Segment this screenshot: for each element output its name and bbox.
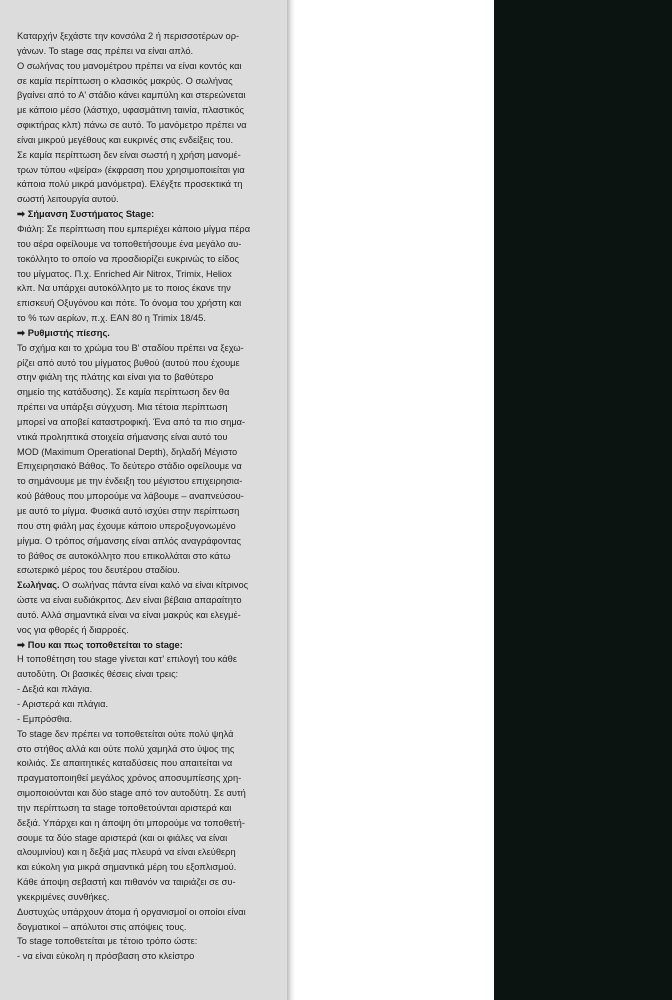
text-line — [17, 563, 285, 578]
line-text: τρων τύπου «ψείρα» (έκφραση που χρησιμοποιείται για — [17, 164, 245, 175]
article-text — [17, 29, 285, 964]
text-line — [17, 103, 285, 118]
line-text: Το stage τοποθετείται με τέτοιο τρόπο ώστε: — [17, 936, 198, 947]
text-line — [17, 756, 285, 771]
line-text: σιμοποιούνται και δύο stage από τον αυτοδύτη. Σε αυτή — [17, 788, 246, 799]
line-text: Δυστυχώς υπάρχουν άτομα ή οργανισμοί οι οποίοι είναι — [17, 906, 246, 917]
text-line — [17, 415, 285, 430]
line-text: - να είναι εύκολη η πρόσβαση στο κλείστρο — [17, 951, 195, 962]
line-text: κοιλιάς. Σε απαιτητικές καταδύσεις που απαιτείται να — [17, 758, 233, 769]
text-line — [17, 831, 285, 846]
text-line — [17, 296, 285, 311]
text-line — [17, 816, 285, 831]
line-text: δογματικοί – απόλυτοι στις απόψεις τους. — [17, 921, 187, 932]
line-text: γάνων. Το stage σας πρέπει να είναι απλό. — [17, 45, 194, 56]
text-line — [17, 667, 285, 682]
text-line — [17, 519, 285, 534]
line-text: μπορεί να αποβεί καταστροφική. Ένα από τα πιο σημα- — [17, 416, 246, 427]
line-text: Το σχήμα και το χρώμα του Β' σταδίου πρέπει να ξεχω- — [17, 342, 244, 353]
text-line — [17, 385, 285, 400]
line-text: Ρυθμιστής πίεσης. — [27, 327, 110, 338]
text-line — [17, 163, 285, 178]
text-line — [17, 311, 285, 326]
line-text: το % των αερίων, π.χ. EAN 80 η Trimix 18/45. — [17, 313, 206, 324]
line-text: αυτό. Αλλά σημαντικά είναι να είναι μακρύς και ελεγμέ- — [17, 609, 241, 620]
text-line — [17, 430, 285, 445]
text-line — [17, 771, 285, 786]
section-heading — [17, 207, 285, 222]
line-text: σημείο της κατάδυσης). Σε καμία περίπτωση δεν θα — [17, 387, 230, 398]
line-text: Ο σωλήνας του μανομέτρου πρέπει να είναι κοντός και — [17, 60, 242, 71]
text-line — [17, 133, 285, 148]
text-line — [17, 192, 285, 207]
line-text: στην φιάλη της πλάτης και είναι για το βαθύτερο — [17, 372, 214, 383]
arrow-icon: ➡ — [17, 209, 25, 220]
line-text: - Δεξιά και πλάγια. — [17, 684, 93, 695]
arrow-icon: ➡ — [17, 327, 25, 338]
text-line — [17, 697, 285, 712]
line-text: ώστε να είναι ευδιάκριτος. Δεν είναι βέβαια απαραίτητο — [17, 595, 242, 606]
line-text: αυτοδύτη. Οι βασικές θέσεις είναι τρεις: — [17, 669, 179, 680]
line-text: ρίζει από αυτό του μίγματος βυθού (αυτού που έχουμε — [17, 357, 240, 368]
text-line — [17, 222, 285, 237]
text-line — [17, 400, 285, 415]
line-text: σωστή λειτουργία αυτού. — [17, 194, 119, 205]
line-text: Φιάλη: Σε περίπτωση που εμπεριέχει κάποιο μίγμα πέρα — [17, 223, 251, 234]
text-line — [17, 252, 285, 267]
line-text: το σημάνουμε με την ένδειξη του μέγιστου επιχειρησια- — [17, 476, 243, 487]
text-line — [17, 370, 285, 385]
line-text: και εύκολη για μικρά σημαντικά μέρη του εξοπλισμού. — [17, 862, 237, 873]
line-text: στο στήθος αλλά και ούτε πολύ χαμηλά στο ύψος της — [17, 743, 235, 754]
text-line — [17, 875, 285, 890]
text-line — [17, 237, 285, 252]
line-text: Η τοποθέτηση του stage γίνεται κατ' επιλογή του κάθε — [17, 654, 238, 665]
dark-panel — [494, 0, 672, 1000]
text-line — [17, 608, 285, 623]
section-heading — [17, 326, 285, 341]
article-page — [0, 0, 287, 1000]
section-heading — [17, 638, 285, 653]
text-line — [17, 578, 285, 593]
line-text: ντικά προληπτικά στοιχεία σήμανσης είναι αυτό του — [17, 431, 228, 442]
text-line — [17, 727, 285, 742]
line-text: με αυτό το μίγμα. Φυσικά αυτό ισχύει στην περίπτωση — [17, 506, 240, 516]
line-text: που στη φιάλη μας έχουμε κάποιο υπεροξυγονωμένο — [17, 520, 236, 531]
line-text: πραγματοποιηθεί μεγάλος χρόνος αποσυμπίεσης χρη- — [17, 773, 242, 784]
text-line — [17, 934, 285, 949]
line-text: είναι μικρού μεγέθους και ευκρινές στις ενδείξεις του. — [17, 134, 234, 145]
line-text: μίγμα. Ο τρόπος σήμανσης είναι απλός αναγράφοντας — [17, 535, 241, 546]
line-text: MOD (Maximum Operational Depth), δηλαδή Μέγιστο — [17, 446, 238, 457]
line-text: την περίπτωση τα stage τοποθετούνται αριστερά και — [17, 802, 232, 813]
text-line — [17, 118, 285, 133]
text-line — [17, 44, 285, 59]
text-line — [17, 74, 285, 89]
text-line — [17, 712, 285, 727]
line-text: - Εμπρόσθια. — [17, 713, 73, 724]
text-line — [17, 29, 285, 44]
text-line — [17, 88, 285, 103]
text-line — [17, 593, 285, 608]
inline-lead: Σωλήνας. — [17, 580, 60, 591]
text-line — [17, 890, 285, 905]
blank-area — [295, 0, 494, 1000]
text-line — [17, 534, 285, 549]
text-line — [17, 905, 285, 920]
line-text: το βάθος σε αυτοκόλλητο που επικολλάται στο κάτω — [17, 550, 231, 561]
text-line — [17, 949, 285, 964]
line-text: Σήμανση Συστήματος Stage: — [27, 209, 155, 220]
text-line — [17, 148, 285, 163]
line-text: νος για φθορές ή διαρροές. — [17, 624, 129, 635]
text-line — [17, 267, 285, 282]
line-text: τοκόλλητο το οποίο να προσδιορίζει ευκρινώς το είδος — [17, 253, 240, 264]
line-text: Σε καμία περίπτωση δεν είναι σωστή η χρήση μανομέ- — [17, 149, 241, 160]
line-text: Που και πως τοποθετείται το stage: — [27, 639, 183, 650]
text-line — [17, 504, 285, 519]
line-text: δεξιά. Υπάρχει και η άποψη ότι μπορούμε να τοποθετή- — [17, 817, 245, 828]
line-text: σε καμία περίπτωση ο κλασικός μακρύς. Ο σωλήνας — [17, 75, 233, 86]
text-line — [17, 281, 285, 296]
text-line — [17, 459, 285, 474]
line-text: Ο σωλήνας πάντα είναι καλό να είναι κίτρινος — [59, 580, 249, 591]
line-text: του μίγματος. Π.χ. Enriched Air Nitrox, Trimix, Heliox — [17, 268, 232, 279]
text-line — [17, 742, 285, 757]
line-text: - Αριστερά και πλάγια. — [17, 698, 109, 709]
text-line — [17, 786, 285, 801]
line-text: με κάποιο μέσο (λάστιχο, υφασμάτινη ταινία, πλαστικός — [17, 105, 244, 116]
line-text: του αέρα οφείλουμε να τοποθετήσουμε ένα μεγάλο αυ- — [17, 238, 242, 249]
line-text: κλπ. Να υπάρχει αυτοκόλλητο με το ποιος έκανε την — [17, 283, 231, 294]
line-text: βγαίνει από το Α' στάδιο κάνει καμπύλη και στερεώνεται — [17, 90, 246, 101]
line-text: κάποια πολύ μικρά μανόμετρα). Ελέγξτε προσεκτικά τη — [17, 179, 243, 190]
text-line — [17, 489, 285, 504]
line-text: Κάθε άποψη σεβαστή και πιθανόν να ταιριάζει σε συ- — [17, 877, 236, 888]
text-line — [17, 623, 285, 638]
line-text: Επιχειρησιακό Βάθος. Το δεύτερο στάδιο οφείλουμε να — [17, 461, 242, 472]
line-text: πρέπει να υπάρξει σύγχυση. Μια τέτοια περίπτωση — [17, 402, 228, 413]
line-text: επισκευή Οξυγόνου και πότε. Το όνομα του χρήστη και — [17, 298, 242, 309]
page-gutter — [287, 0, 295, 1000]
text-line — [17, 860, 285, 875]
line-text: εσωτερικό μέρος του δευτέρου σταδίου. — [17, 565, 180, 576]
line-text: σουμε τα δύο stage αριστερά (και οι φιάλες να είναι — [17, 832, 228, 843]
text-line — [17, 845, 285, 860]
line-text: κού βάθους που μπορούμε να λάβουμε – αναπνεύσου- — [17, 491, 244, 502]
text-line — [17, 682, 285, 697]
text-line — [17, 341, 285, 356]
text-line — [17, 549, 285, 564]
text-line — [17, 652, 285, 667]
arrow-icon: ➡ — [17, 639, 25, 650]
line-text: Καταρχήν ξεχάστε την κονσόλα 2 ή περισσοτέρων ορ- — [17, 31, 240, 41]
text-line — [17, 59, 285, 74]
text-line — [17, 356, 285, 371]
line-text: σφικτήρας κλπ) πάνω σε αυτό. Το μανόμετρο πρέπει να — [17, 120, 247, 131]
line-text: Το stage δεν πρέπει να τοποθετείται ούτε πολύ ψηλά — [17, 728, 234, 739]
line-text: γκεκριμένες συνθήκες. — [17, 891, 110, 902]
text-line — [17, 177, 285, 192]
text-line — [17, 445, 285, 460]
text-line — [17, 801, 285, 816]
line-text: αλουμινίου) και η δεξιά μας πλευρά να είναι ελεύθερη — [17, 847, 236, 858]
text-line — [17, 474, 285, 489]
text-line — [17, 920, 285, 935]
